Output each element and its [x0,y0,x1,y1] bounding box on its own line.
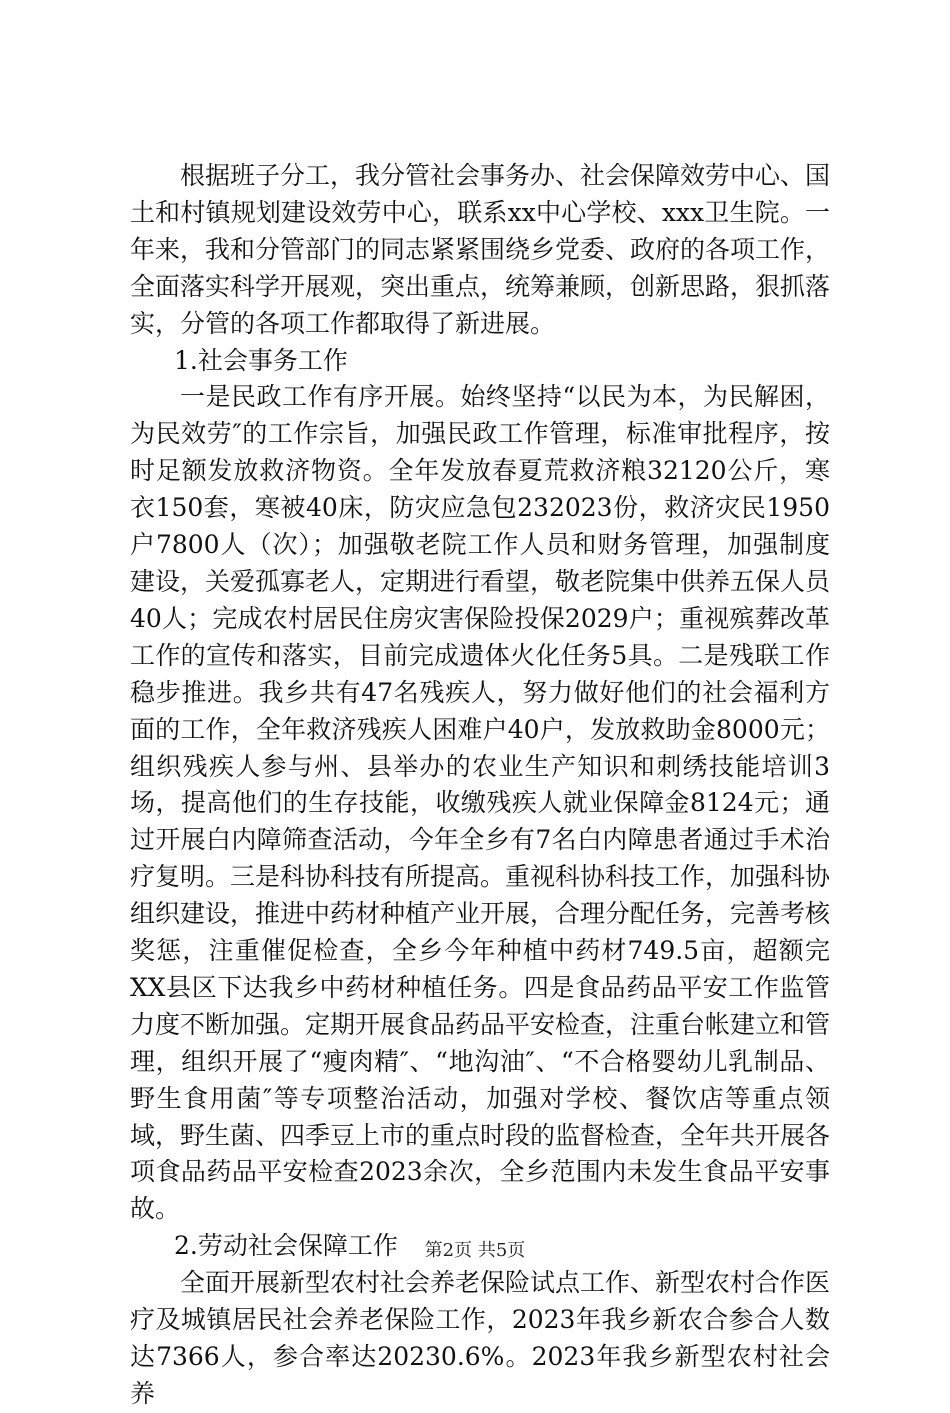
document-body [130,158,830,1413]
paragraph-social-affairs: 一是民政工作有序开展。始终坚持“以民为本，为民解困，为民效劳″的工作宗旨，加强民政工作管理，标准审批程序，按时足额发放救济物资。全年发放春夏荒救济粮32120公斤，寒衣150套，寒被40床，防灾应急包232023份，救济灾民1950户7800人（次）；加强敬老院工作人员和财务管理，加强制度建设，关爱孤寡老人，定期进行看望，敬老院集中供养五保人员40人；完成农村居民住房灾害保险投保2029户；重视殡葬改革工作的宣传和落实，目前完成遗体火化任务5具。二是残联工作稳步推进。我乡共有47名残疾人，努力做好他们的社会福利方面的工作，全年救济残疾人困难户40户，发放救助金8000元；组织残疾人参与州、县举办的农业生产知识和刺绣技能培训3场，提高他们的生存技能，收缴残疾人就业保障金8124元；通过开展白内障筛查活动，今年全乡有7名白内障患者通过手术治疗复明。三是科协科技有所提高。重视科协科技工作，加强科协组织建设，推进中药材种植产业开展，合理分配任务，完善考核奖惩，注重催促检查，全乡今年种植中药材749.5亩，超额完XX县区下达我乡中药材种植任务。四是食品药品平安工作监管力度不断加强。定期开展食品药品平安检查，注重台帐建立和管理，组织开展了“瘦肉精″、“地沟油″、“不合格婴幼儿乳制品、野生食用菌″等专项整治活动，加强对学校、餐饮店等重点领域，野生菌、四季豆上市的重点时段的监督检查，全年共开展各项食品药品平安检查2023余次，全乡范围内未发生食品平安事故。 [130,382,831,1224]
section-heading-labor-security: 2.劳动社会保障工作 [174,1231,398,1261]
section-heading-social-affairs: 1.社会事务工作 [174,345,348,375]
paragraph-labor-security: 全面开展新型农村社会养老保险试点工作、新型农村合作医疗及城镇居民社会养老保险工作，2023年我乡新农合参合人数达7366人，参合率达20230.6%。2023年我乡新型农村社会养 [130,1268,831,1408]
paragraph-intro: 根据班子分工，我分管社会事务办、社会保障效劳中心、国土和村镇规划建设效劳中心，联系xx中心学校、xxx卫生院。一年来，我和分管部门的同志紧紧围绕乡党委、政府的各项工作，全面落实科学开展观，突出重点，统筹兼顾，创新思路，狠抓落实，分管的各项工作都取得了新进展。 [130,161,831,338]
page-number-footer: 第2页 共5页 [424,1240,526,1261]
